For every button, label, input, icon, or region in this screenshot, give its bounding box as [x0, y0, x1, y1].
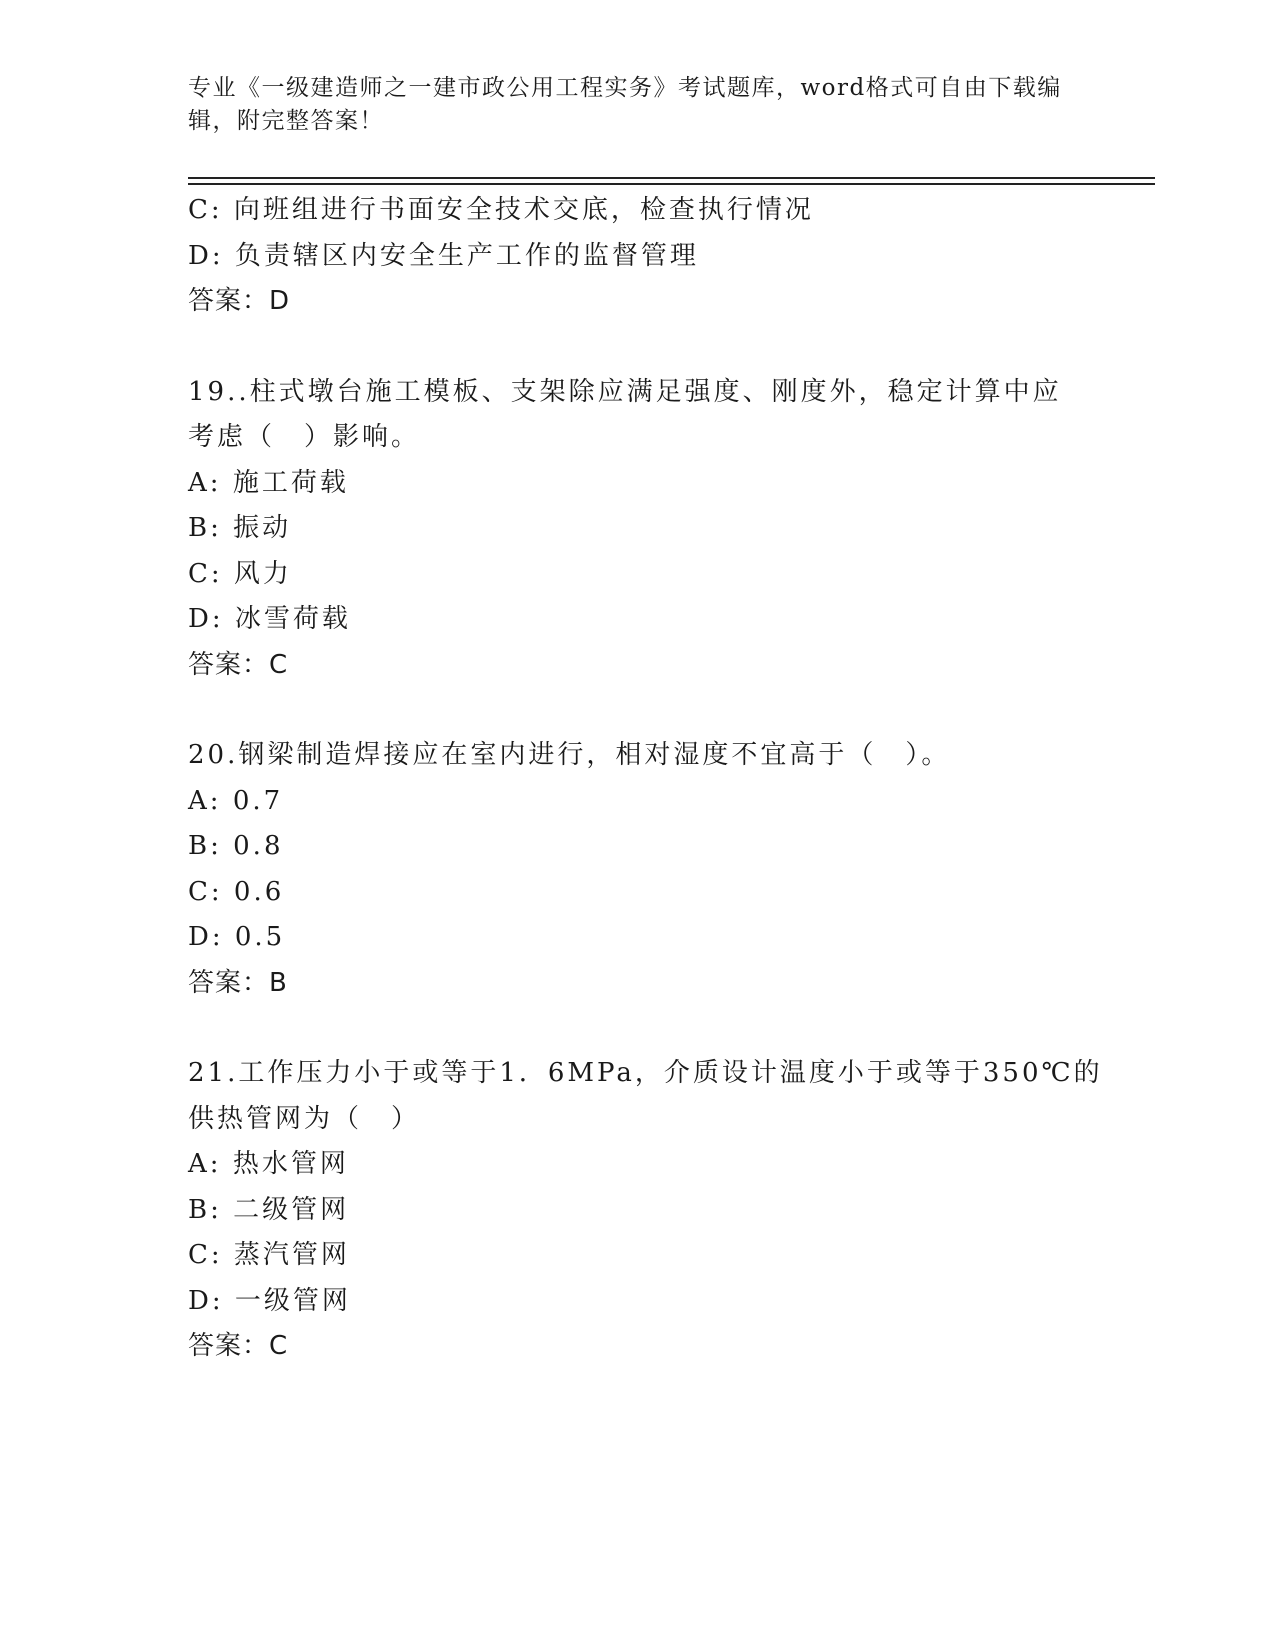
option-b — [188, 1188, 1108, 1234]
question-stem-line: 19..柱式墩台施工模板、支架除应满足强度、刚度外，稳定计算中应 — [188, 376, 1062, 407]
option-a — [188, 1142, 1108, 1188]
option-label: C: — [188, 876, 223, 907]
option-text: 冰雪荷载 — [234, 604, 351, 634]
option-d — [188, 597, 1108, 643]
question-stem-line: 供热管网为（ ） — [188, 1103, 421, 1134]
header-divider-bottom — [188, 183, 1155, 185]
option-text: 热水管网 — [232, 1149, 349, 1179]
answer-line: 答案：C — [188, 649, 289, 680]
answer-line: 答案：C — [188, 1331, 289, 1361]
option-text: 0.8 — [233, 831, 284, 861]
document-header — [188, 72, 1068, 138]
option-c — [188, 1233, 1108, 1279]
option-label: D: — [188, 922, 224, 952]
question-21-block — [188, 1051, 1108, 1370]
option-text: 蒸汽管网 — [233, 1240, 350, 1270]
option-a — [188, 461, 1108, 507]
option-text: 施工荷载 — [232, 467, 349, 498]
header-divider-top — [188, 177, 1155, 179]
option-text: 向班组进行书面安全技术交底，检查执行情况 — [233, 195, 814, 225]
option-d — [188, 234, 1108, 280]
option-label: A: — [188, 785, 222, 816]
option-label: D: — [188, 1285, 224, 1316]
question-content — [188, 188, 1108, 1370]
option-c — [188, 870, 1108, 916]
question-stem-line: 20.钢梁制造焊接应在室内进行，相对湿度不宜高于（ ）。 — [188, 740, 951, 770]
option-text: 负责辖区内安全生产工作的监督管理 — [234, 240, 699, 271]
question-stem-line: 考虑（ ）影响。 — [188, 422, 421, 452]
option-label: B: — [188, 831, 222, 861]
header-title-line-1: 专业《一级建造师之一建市政公用工程实务》考试题库，word格式可自由下载编 — [188, 75, 1062, 101]
option-b — [188, 506, 1108, 552]
option-c — [188, 188, 1108, 234]
option-c — [188, 552, 1108, 598]
option-b — [188, 824, 1108, 870]
question-20-block — [188, 733, 1108, 1006]
option-text: 一级管网 — [234, 1285, 351, 1316]
option-text: 二级管网 — [233, 1194, 350, 1225]
question-stem-line: 21.工作压力小于或等于1．6MPa，介质设计温度小于或等于350℃的 — [188, 1058, 1103, 1088]
option-text: 0.7 — [232, 785, 284, 816]
option-label: A: — [188, 1149, 222, 1179]
option-a — [188, 779, 1108, 825]
option-label: C: — [188, 195, 223, 225]
prev-question-block — [188, 188, 1108, 325]
option-label: C: — [188, 558, 223, 589]
answer-line: 答案：D — [188, 286, 291, 316]
option-text: 风力 — [233, 558, 292, 589]
question-19-block — [188, 370, 1108, 689]
option-d — [188, 915, 1108, 961]
option-text: 振动 — [233, 513, 292, 543]
option-label: C: — [188, 1240, 223, 1270]
option-label: D: — [188, 604, 224, 634]
option-d — [188, 1279, 1108, 1325]
option-label: B: — [188, 513, 222, 543]
option-label: B: — [188, 1194, 222, 1225]
option-label: A: — [188, 467, 222, 498]
header-title-line-2: 辑，附完整答案！ — [188, 108, 384, 134]
option-text: 0.6 — [233, 876, 285, 907]
answer-line: 答案：B — [188, 967, 288, 998]
option-label: D: — [188, 240, 224, 271]
option-text: 0.5 — [234, 922, 286, 952]
